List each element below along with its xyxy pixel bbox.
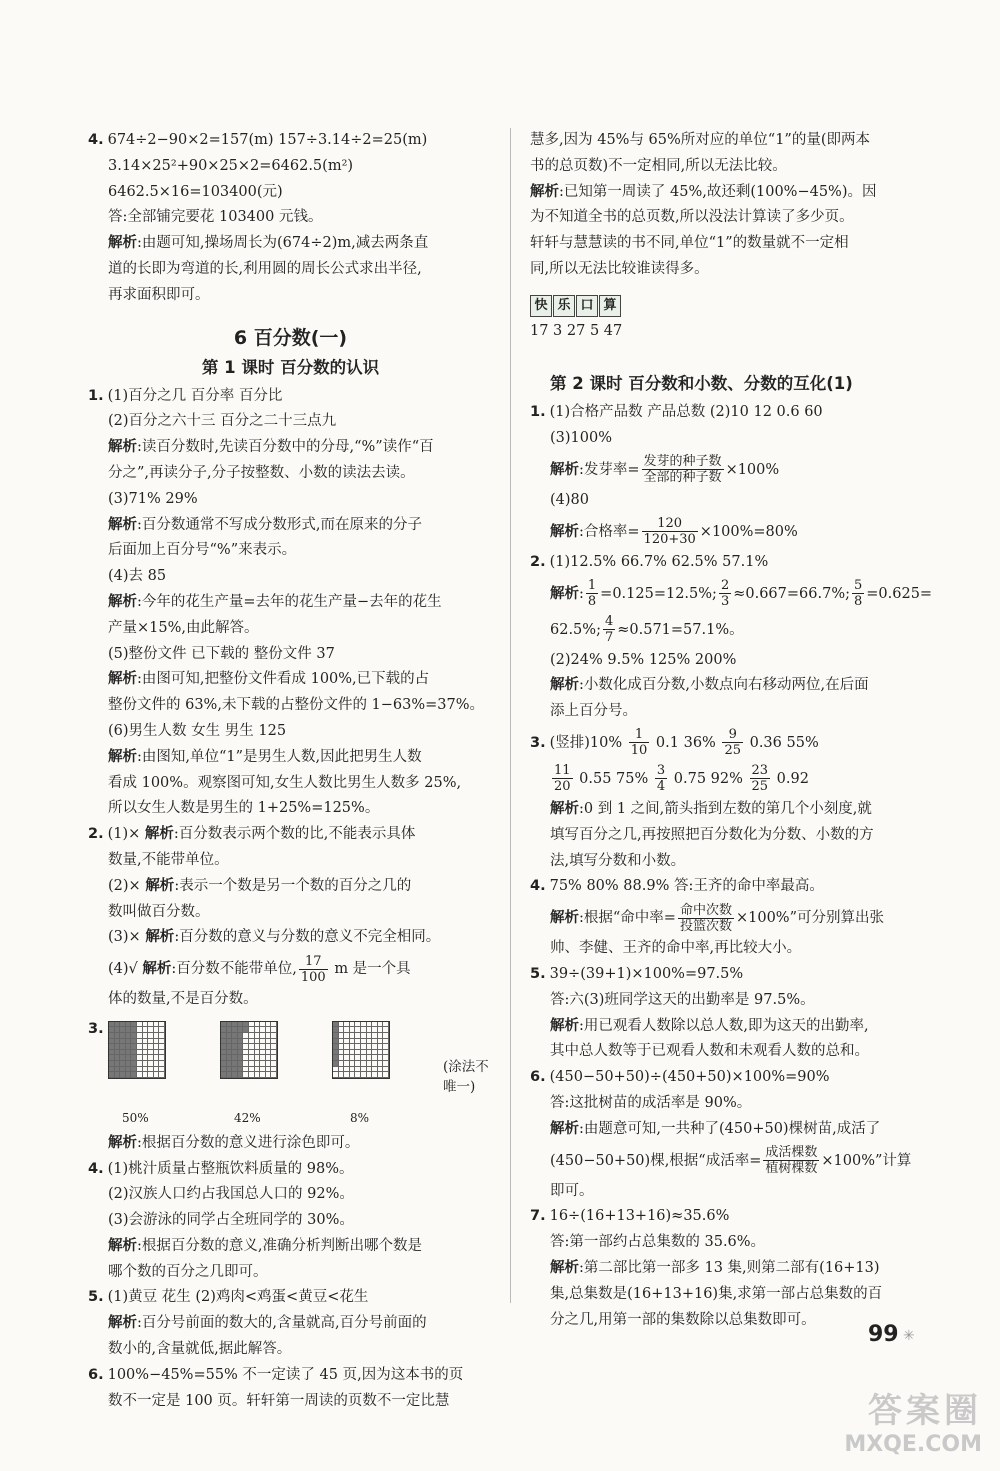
- r1-analysis1: 解析:发芽率= $\frac{\text{发芽的种子数}}{\text{全部的种子数}}$ ×100%: [550, 454, 780, 486]
- r7-analysis-2: 集,总集数是(16+13+16)集,求第一部占总集数的百: [550, 1285, 883, 1302]
- s1-analysis2-2: 后面加上百分号“%”来表示。: [108, 542, 297, 559]
- s2-line2: 数量,不能带单位。: [108, 851, 229, 868]
- q4-answer: 答:全部铺完要花 103400 元钱。: [108, 209, 323, 226]
- r7-answer: 答:第一部约占总集数的 35.6%。: [550, 1234, 766, 1251]
- s3-analysis: 解析:根据百分数的意义进行涂色即可。: [108, 1134, 360, 1151]
- grid-label-50: 50%: [122, 1110, 149, 1125]
- r1-line3: (4)80: [550, 491, 589, 508]
- r3-analysis-3: 法,填写分数和小数。: [550, 852, 686, 869]
- q4-analysis-2: 道的长即为弯道的长,利用圆的周长公式求出半径,: [108, 260, 422, 277]
- s5-analysis-2: 数小的,含量就低,据此解答。: [108, 1341, 292, 1358]
- r4-analysis-2: 帅、李健、王齐的命中率,再比较大小。: [550, 940, 802, 957]
- s2-line4: 数叫做百分数。: [108, 903, 210, 920]
- grid-8: [332, 1021, 390, 1079]
- s1-analysis3: 解析:今年的花生产量=去年的花生产量−去年的花生: [108, 593, 442, 610]
- grid-note: (涂法不 唯一): [443, 1058, 489, 1095]
- q4-analysis-3: 再求面积即可。: [108, 286, 210, 303]
- cont-line1: 慧多,因为 45%与 65%所对应的单位“1”的量(即两本: [530, 132, 870, 148]
- r3-analysis-2: 填写百分之几,再按照把百分数化为分数、小数的方: [550, 826, 874, 843]
- s1-analysis4: 解析:由图可知,把整份文件看成 100%,已下载的占: [108, 671, 430, 688]
- r6-answer: 答:这批树苗的成活率是 90%。: [550, 1094, 752, 1111]
- s2-line3: (2)× 解析:表示一个数是另一个数的百分之几的: [108, 877, 412, 894]
- star-icon: ✳: [903, 1328, 915, 1344]
- r1-line2: (3)100%: [550, 430, 612, 447]
- s1-line3: (3)71% 29%: [108, 490, 198, 507]
- s1-analysis5-2: 看成 100%。观察图可知,女生人数比男生人数多 25%,: [108, 774, 462, 791]
- r2-analysis2: 解析:小数化成百分数,小数点向右移动两位,在后面: [550, 677, 869, 694]
- s4-line1: 4. (1)桃汁质量占整瓶饮料质量的 98%。: [88, 1160, 354, 1177]
- r7-analysis: 解析:第二部比第一部多 13 集,则第二部有(16+13): [550, 1259, 880, 1276]
- s1-line5: (5)整份文件 已下载的 整份文件 37: [108, 645, 335, 662]
- s1-analysis4-2: 整份文件的 63%,未下载的占整份文件的 1−63%=37%。: [108, 697, 485, 714]
- r2-analysis1-2: 62.5%; $\frac{4}{7}$ ≈0.571=57.1%。: [550, 614, 744, 646]
- r3-line2: $\frac{11}{20}$ 0.55 75% $\frac{3}{4}$ 0.75 92% $\frac{23}{25}$ 0.92: [554, 763, 809, 795]
- grid-label-42: 42%: [234, 1110, 261, 1125]
- s3-header: 3.: [88, 1020, 104, 1037]
- q4-line3: 6462.5×16=103400(元): [108, 183, 283, 200]
- s4-line2: (2)汉族人口约占我国总人口的 92%。: [108, 1186, 354, 1203]
- page-number: 99: [868, 1322, 899, 1347]
- percent-grids: [108, 1021, 493, 1131]
- r4-line1: 4. 75% 80% 88.9% 答:王齐的命中率最高。: [530, 878, 824, 895]
- r5-analysis-2: 其中总人数等于已观看人数和未观看人数的总和。: [550, 1043, 869, 1060]
- grid-50: [108, 1021, 166, 1079]
- grid-cell: [271, 1072, 277, 1078]
- s5-analysis: 解析:百分号前面的数大的,含量就高,百分号前面的: [108, 1315, 427, 1332]
- s1-line1: 1. (1)百分之几 百分率 百分比: [88, 387, 283, 404]
- r5-answer: 答:六(3)班同学这天的出勤率是 97.5%。: [550, 991, 815, 1008]
- r5-analysis: 解析:用已观看人数除以总人数,即为这天的出勤率,: [550, 1017, 869, 1034]
- s1-analysis5-3: 所以女生人数是男生的 1+25%=125%。: [108, 800, 380, 817]
- s1-line4: (4)去 85: [108, 568, 167, 585]
- s2-line7: 体的数量,不是百分数。: [108, 991, 258, 1008]
- kuaile-kousuan-badge: 快 乐 口 算: [530, 293, 935, 319]
- s4-analysis: 解析:根据百分数的意义,准确分析判断出哪个数是: [108, 1237, 422, 1254]
- s1-analysis5: 解析:由图知,单位“1”是男生人数,因此把男生人数: [108, 748, 422, 765]
- q4-line2: 3.14×25²+90×25×2=6462.5(m²): [108, 157, 354, 174]
- column-divider: [510, 128, 511, 1303]
- r2-analysis1: 解析: $\frac{1}{8}$ =0.125=12.5%; $\frac{2}{3}$ ≈0.667=66.7%; $\frac{5}{8}$ =0.625=: [550, 578, 933, 610]
- r6-analysis-2: (450−50+50)棵,根据“成活率= $\frac{\text{成活棵数}}{\text{植树棵数}}$ ×100%”计算: [550, 1145, 912, 1177]
- cont-analysis-4: 同,所以无法比较谁读得多。: [530, 260, 709, 277]
- grid-label-8: 8%: [350, 1110, 370, 1125]
- r7-analysis-3: 分之几,用第一部的集数除以总集数即可。: [550, 1311, 816, 1328]
- s6-line2: 数不一定是 100 页。轩轩第一周读的页数不一定比慧: [108, 1392, 450, 1409]
- s2-line5: (3)× 解析:百分数的意义与分数的意义不完全相同。: [108, 929, 441, 946]
- r4-analysis: 解析:根据“命中率= $\frac{\text{命中次数}}{\text{投篮次数}}$ ×100%”可分别算出张: [550, 902, 884, 934]
- q4-analysis: 解析:由题可知,操场周长为(674÷2)m,减去两条直: [108, 235, 429, 252]
- s1-line6: (6)男生人数 女生 男生 125: [108, 722, 287, 739]
- cont-analysis: 解析:已知第一周读了 45%,故还剩(100%−45%)。因: [530, 183, 877, 200]
- right-column: [530, 128, 935, 1333]
- watermark: 答案圈 MXQE.COM: [844, 1391, 982, 1457]
- s1-line2: (2)百分之六十三 百分之二十三点九: [108, 413, 337, 430]
- cont-line2: 书的总页数)不一定相同,所以无法比较。: [530, 157, 787, 174]
- r1-line1: 1. (1)合格产品数 产品总数 (2)10 12 0.6 60: [530, 404, 823, 421]
- s1-analysis1-2: 分之”,再读分子,分子按整数、小数的读法去读。: [108, 464, 415, 481]
- grid-cell: [383, 1072, 389, 1078]
- lesson2-title: 第 2 课时 百分数和小数、分数的互化(1): [550, 374, 853, 394]
- chapter-title: 6 百分数(一): [233, 326, 348, 349]
- r3-line1: 3. (竖排)10% $\frac{1}{10}$ 0.1 36% $\frac{9}{25}$ 0.36 55%: [530, 727, 819, 759]
- r6-analysis-3: 即可。: [550, 1182, 594, 1199]
- r6-line1: 6. (450−50+50)÷(450+50)×100%=90%: [530, 1069, 830, 1086]
- s4-line3: (3)会游泳的同学占全班同学的 30%。: [108, 1212, 354, 1229]
- r7-line1: 7. 16÷(16+13+16)≈35.6%: [530, 1208, 730, 1225]
- s2-line6: (4)√ 解析:百分数不能带单位, $\frac{17}{100}$ m 是一个具: [108, 953, 411, 985]
- r2-analysis2-2: 添上百分号。: [550, 703, 637, 720]
- q4-line1: 4. 674÷2−90×2=157(m) 157÷3.14÷2=25(m): [88, 132, 428, 148]
- r2-line1: 2. (1)12.5% 66.7% 62.5% 57.1%: [530, 553, 769, 570]
- r1-analysis2: 解析:合格率= $\frac{120}{120+30}$ ×100%=80%: [550, 516, 798, 548]
- s6-line1: 6. 100%−45%=55% 不一定读了 45 页,因为这本书的页: [88, 1366, 464, 1383]
- left-column: [88, 128, 493, 1414]
- r3-analysis: 解析:0 到 1 之间,箭头指到左数的第几个小刻度,就: [550, 800, 872, 817]
- cont-analysis-3: 轩轩与慧慧读的书不同,单位“1”的数量就不一定相: [530, 235, 849, 252]
- r5-line1: 5. 39÷(39+1)×100%=97.5%: [530, 965, 744, 982]
- s1-analysis1: 解析:读百分数时,先读百分数中的分母,“%”读作“百: [108, 439, 434, 456]
- lesson1-title: 第 1 课时 百分数的认识: [201, 357, 380, 377]
- r6-analysis: 解析:由题意可知,一共种了(450+50)棵树苗,成活了: [550, 1120, 881, 1137]
- s5-line1: 5. (1)黄豆 花生 (2)鸡肉<鸡蛋<黄豆<花生: [88, 1289, 369, 1306]
- s1-analysis2: 解析:百分数通常不写成分数形式,而在原来的分子: [108, 516, 422, 533]
- cont-analysis-2: 为不知道全书的总页数,所以没法计算读了多少页。: [530, 209, 854, 226]
- s4-analysis-2: 哪个数的百分之几即可。: [108, 1263, 268, 1280]
- s2-line1: 2. (1)× 解析:百分数表示两个数的比,不能表示具体: [88, 826, 416, 843]
- fraction-17-100: $\frac{17}{100}$: [300, 953, 326, 985]
- grid-42: [220, 1021, 278, 1079]
- kuaile-answers: 17 3 27 5 47: [530, 322, 623, 339]
- r2-line2: (2)24% 9.5% 125% 200%: [550, 651, 737, 668]
- grid-cell: [159, 1072, 165, 1078]
- s1-analysis3-2: 产量×15%,由此解答。: [108, 619, 259, 636]
